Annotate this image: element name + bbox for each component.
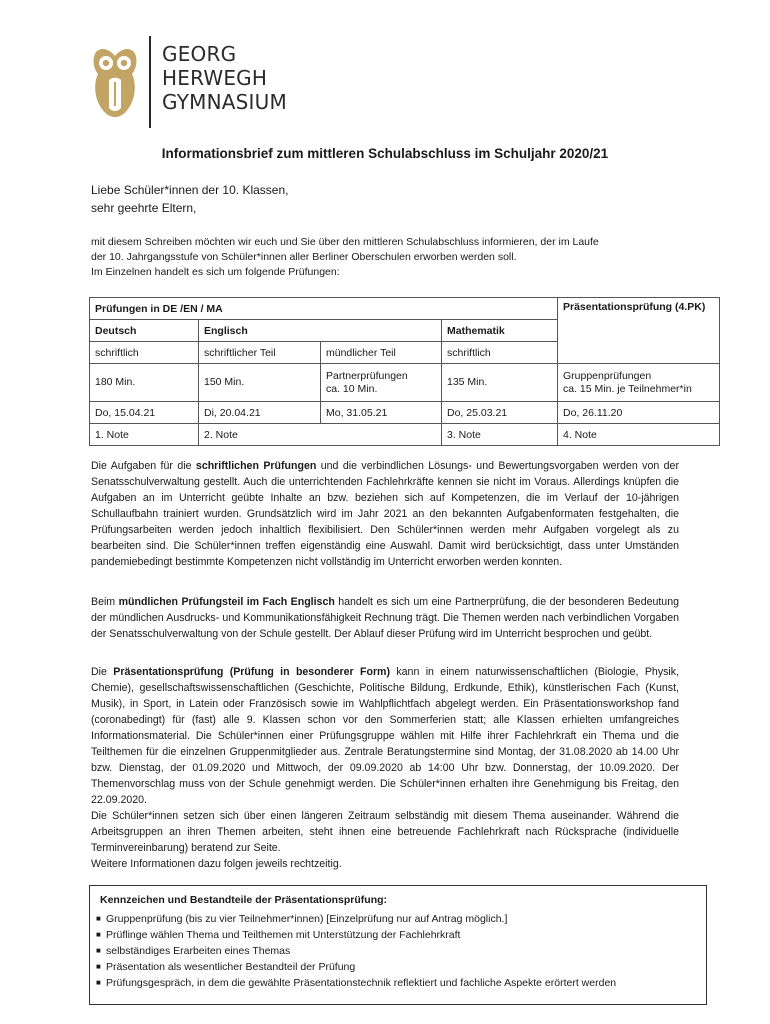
- bullet-icon: ■: [96, 946, 101, 955]
- duration-line: ca. 10 Min.: [326, 382, 378, 395]
- table-row: [90, 364, 720, 402]
- table-cell: 3. Note: [442, 424, 558, 446]
- intro-line-2: der 10. Jahrgangsstufe von Schüler*innen aller Berliner Oberschulen erworben werden soll.: [91, 251, 517, 263]
- table-row: [90, 402, 720, 424]
- list-item: [96, 975, 616, 991]
- paragraph-bold: mündlichen Prüfungsteil im Fach Englisch: [118, 596, 335, 608]
- paragraph-bold: Präsentationsprüfung (Prüfung in besonderer Form): [113, 666, 391, 678]
- table-cell: 180 Min.: [90, 364, 199, 402]
- paragraph-text: Die Aufgaben für die: [91, 460, 196, 472]
- table-group-header: Prüfungen in DE /EN / MA: [90, 298, 558, 320]
- list-item-text: selbständiges Erarbeiten eines Themas: [106, 945, 291, 957]
- bullet-icon: ■: [96, 962, 101, 971]
- table-pk-header: Präsentationsprüfung (4.PK): [558, 298, 720, 364]
- bullet-icon: ■: [96, 978, 101, 987]
- logo-wordmark: [162, 42, 287, 114]
- paragraph-text: Beim: [91, 596, 119, 608]
- table-cell: Do, 26.11.20: [558, 402, 720, 424]
- table-cell: Do, 15.04.21: [90, 402, 199, 424]
- paragraph-written-exams: [91, 458, 679, 570]
- features-list: [96, 911, 616, 991]
- logo-line-3: GYMNASIUM: [162, 90, 287, 114]
- list-item: [96, 911, 616, 927]
- list-item-text: Gruppenprüfung (bis zu vier Teilnehmer*innen) [Einzelprüfung nur auf Antrag möglich.]: [106, 913, 508, 925]
- list-item: [96, 959, 616, 975]
- paragraph-oral-english: [91, 594, 679, 642]
- subject-englisch: Englisch: [199, 320, 442, 342]
- paragraph-text: Die: [91, 666, 114, 678]
- school-logo: [92, 36, 312, 132]
- subject-mathematik: Mathematik: [442, 320, 558, 342]
- document-title: Informationsbrief zum mittleren Schulabschluss im Schuljahr 2020/21: [161, 146, 609, 161]
- intro-line-1: mit diesem Schreiben möchten wir euch und Sie über den mittleren Schulabschluss informieren, der im Laufe: [91, 236, 599, 248]
- table-cell: 1. Note: [90, 424, 199, 446]
- paragraph-block: [91, 664, 679, 808]
- paragraph-text: handelt es sich um eine Partnerprüfung, die der besonderen Bedeutung der mündlichen Ausdrucks- und Kommunikationsfähigkeit Rechnung trägt. Die Themen werden nach verbindlichen Vorgaben der Senatsschulverwaltung von der Schule gestellt. Der Ablauf dieser Prüfung wird im Unterricht besprochen und geübt.: [91, 596, 679, 640]
- duration-line: ca. 15 Min. je Teilnehmer*in: [563, 382, 692, 395]
- features-box: [89, 885, 707, 1005]
- intro-text: [91, 235, 691, 280]
- paragraph-text: und die verbindlichen Lösungs- und Bewertungsvorgaben werden von der Senatsschulverwaltung gestellt. Auch die unterrichtenden Fachlehrkräfte kennen sie nicht im Voraus. Allerdings knüpfen die Aufgaben an im Unterricht geübte Inhalte an bzw. beziehen sich auf Kompetenzen, die im Verlauf der 10-jährigen Schullaufbahn trainiert wurden. Grundsätzlich wird im Jahr 2021 an den bekannten Aufgabenformaten festgehalten, die Prüfungsarbeiten werden jedoch inhaltlich flexibilisiert. Den Schüler*innen werden mehr Aufgaben vorgelegt als zu bearbeiten sind. Die Schüler*innen treffen eigenständig eine Auswahl. Damit wird berücksichtigt, dass unter Umständen pandemiebedingt bestimmte Kompetenzen nicht vollständig im Unterricht erworben werden konnten.: [91, 460, 679, 568]
- paragraph-bold: schriftlichen Prüfungen: [195, 460, 317, 472]
- table-cell: Do, 25.03.21: [442, 402, 558, 424]
- list-item-text: Präsentation als wesentlicher Bestandteil der Prüfung: [106, 961, 356, 973]
- paragraph-text: kann in einem naturwissenschaftlichen (Biologie, Physik, Chemie), gesellschaftswissenschaftlichen (Geschichte, Politische Bildung, Erdkunde, Ethik), künstlerischen Fach (Kunst, Musik), in Sport, in Latein oder Französisch sowie im Wahlpflichtfach abgelegt werden. Ein Präsentationsworkshop fand (coronabedingt) für (fast) alle 9. Klassen schon vor den Sommerferien statt; alle Klassen erhielten umfangreiches Informationsmaterial. Die Schüler*innen einer Prüfungsgruppe wählen mit Hilfe ihrer Fachlehrkraft ein Thema und die Teilthemen für die einzelnen Gruppenmitglieder aus. Zentrale Beratungstermine sind Montag, der 31.08.2020 ab 14.00 Uhr bzw. Dienstag, der 01.09.2020 und Mittwoch, der 09.09.2020 ab 14:00 Uhr bzw. Donnerstag, der 10.09.2020. Der Themenvorschlag muss von der Schule genehmigt werden. Die Schüler*innen erhalten ihre Genehmigung bis Freitag, den 22.09.2020.: [91, 666, 680, 806]
- features-box-title: Kennzeichen und Bestandteile der Präsentationsprüfung:: [100, 894, 388, 906]
- table-cell: [558, 364, 720, 402]
- table-cell: schriftlich: [90, 342, 199, 364]
- paragraph-block: Die Schüler*innen setzen sich über einen längeren Zeitraum selbständig mit diesem Thema auseinander. Während die Arbeitsgruppen an ihren Themen arbeiten, steht ihnen eine betreuende Fachlehrkraft nach Rücksprache (individuelle Terminvereinbarung) beratend zur Seite.: [91, 810, 679, 854]
- table-row: [90, 298, 720, 320]
- salutation-line-1: Liebe Schüler*innen der 10. Klassen,: [91, 183, 289, 197]
- paragraph-block: Weitere Informationen dazu folgen jeweils rechtzeitig.: [91, 858, 342, 870]
- table-cell: Di, 20.04.21: [199, 402, 321, 424]
- table-cell: 135 Min.: [442, 364, 558, 402]
- table-cell: [321, 364, 442, 402]
- table-cell: mündlicher Teil: [321, 342, 442, 364]
- logo-divider: [149, 36, 151, 128]
- table-cell: 2. Note: [199, 424, 442, 446]
- table-cell: Mo, 31.05.21: [321, 402, 442, 424]
- list-item: [96, 943, 616, 959]
- table-cell: schriftlicher Teil: [199, 342, 321, 364]
- subject-deutsch: Deutsch: [90, 320, 199, 342]
- logo-line-1: GEORG: [162, 42, 237, 66]
- salutation-line-2: sehr geehrte Eltern,: [91, 201, 197, 215]
- list-item-text: Prüfungsgespräch, in dem die gewählte Präsentationstechnik reflektiert und fachliche Aspekte erörtert werden: [106, 977, 617, 989]
- list-item: [96, 927, 616, 943]
- table-row: [90, 424, 720, 446]
- bullet-icon: ■: [96, 930, 101, 939]
- salutation: [91, 181, 288, 217]
- bullet-icon: ■: [96, 914, 101, 923]
- duration-line: Partnerprüfungen: [326, 369, 408, 382]
- owl-icon: [92, 46, 138, 118]
- table-cell: schriftlich: [442, 342, 558, 364]
- exam-table: [89, 297, 720, 446]
- table-cell: 4. Note: [558, 424, 720, 446]
- duration-line: Gruppenprüfungen: [563, 369, 652, 382]
- logo-line-2: HERWEGH: [162, 66, 268, 90]
- paragraph-presentation-exam: [91, 664, 679, 872]
- list-item-text: Prüflinge wählen Thema und Teilthemen mit Unterstützung der Fachlehrkraft: [106, 929, 461, 941]
- table-cell: 150 Min.: [199, 364, 321, 402]
- intro-line-3: Im Einzelnen handelt es sich um folgende Prüfungen:: [91, 266, 340, 278]
